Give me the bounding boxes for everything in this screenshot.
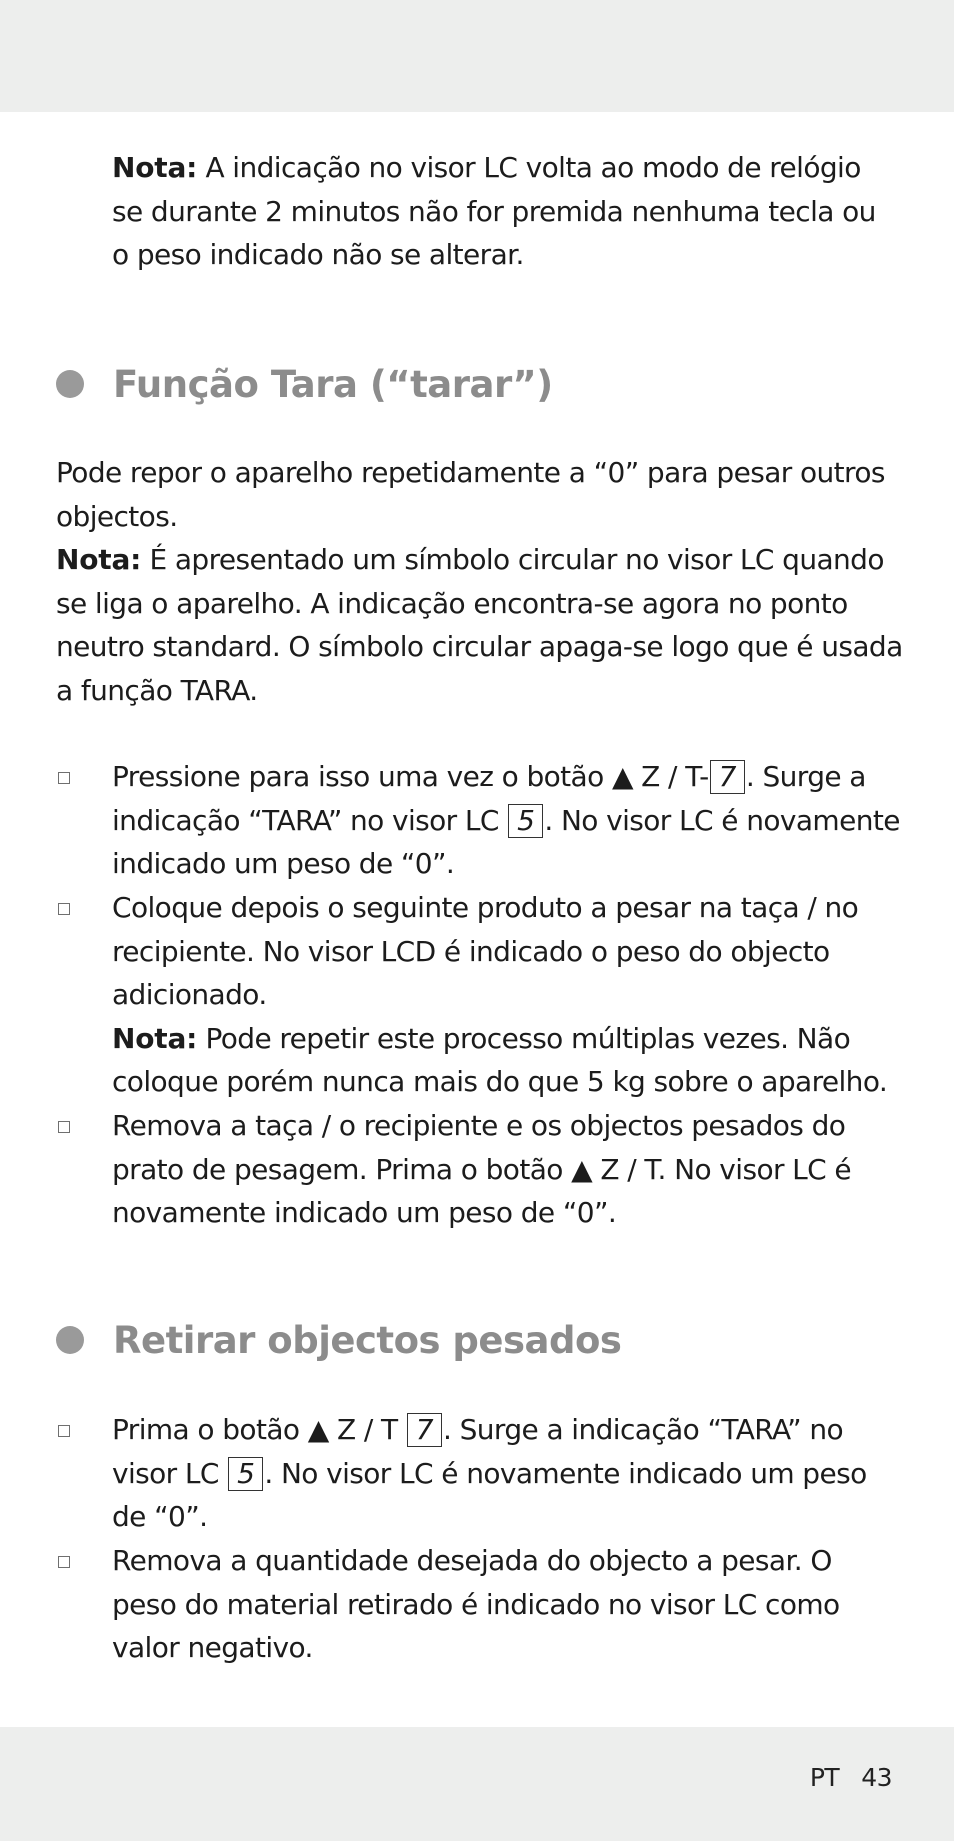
step-text: visor LC [112, 1456, 228, 1490]
note-text: neutro standard. O símbolo circular apaga-se logo que é usada [56, 630, 903, 663]
list-item [112, 755, 900, 886]
checkbox-bullet-icon [58, 1556, 70, 1568]
note-text: se liga o aparelho. A indicação encontra-se agora no ponto [56, 586, 848, 620]
note-text: Pode repetir este processo múltiplas vezes. Não [197, 1021, 851, 1055]
bullet-dot-icon [56, 370, 84, 398]
note-text: a função TARA. [56, 673, 258, 707]
step-text: novamente indicado um peso de “0”. [112, 1196, 617, 1229]
part-ref-badge: 7 [710, 760, 745, 794]
step-text: . No visor LC é novamente indicado um peso [264, 1456, 867, 1490]
part-ref-badge: 7 [407, 1413, 442, 1447]
note-label: Nota: [56, 543, 142, 576]
page-footer [810, 1763, 892, 1792]
step-text: adicionado. [112, 978, 267, 1011]
step-text: Remova a taça / o recipiente e os objectos pesados do [112, 1109, 846, 1142]
step-text: . Surge a indicação “TARA” no [443, 1413, 844, 1446]
tara-intro [56, 451, 903, 712]
paragraph-line: Pode repor o aparelho repetidamente a “0” para pesar outros [56, 456, 885, 489]
step-text: Remova a quantidade desejada do objecto a pesar. O [112, 1544, 832, 1577]
step-text: prato de pesagem. Prima o botão ▲ Z / T. No visor LC é [112, 1152, 852, 1186]
step-text: Coloque depois o seguinte produto a pesar na taça / no [112, 891, 859, 924]
note-label: Nota: [112, 1021, 198, 1055]
footer-language: PT [809, 1763, 840, 1792]
section-heading-tara [56, 358, 553, 410]
list-item [112, 1104, 851, 1235]
page-number: 43 [861, 1763, 892, 1792]
checkbox-bullet-icon [58, 903, 70, 915]
list-item [112, 886, 887, 1104]
step-text: peso do material retirado é indicado no visor LC como [112, 1587, 840, 1621]
step-text: indicação “TARA” no visor LC [112, 803, 508, 837]
note-text: É apresentado um símbolo circular no visor LC quando [141, 543, 884, 576]
bullet-dot-icon [56, 1326, 84, 1354]
note-text: A indicação no visor LC volta ao modo de relógio [197, 151, 861, 184]
header-band [0, 0, 954, 112]
step-text: valor negativo. [112, 1631, 313, 1664]
note-label: Nota: [112, 151, 198, 184]
part-ref-badge: 5 [508, 804, 543, 838]
heading-text: Retirar objectos pesados [113, 1318, 622, 1362]
section-heading-remove [56, 1314, 621, 1366]
part-ref-badge: 5 [228, 1457, 263, 1491]
step-text: . Surge a [745, 760, 866, 793]
note-text: o peso indicado não se alterar. [112, 238, 524, 271]
step-text: recipiente. No visor LCD é indicado o peso do objecto [112, 934, 830, 968]
note-text: se durante 2 minutos não for premida nenhuma tecla ou [112, 194, 876, 228]
heading-text: Função Tara (“tarar”) [113, 362, 553, 406]
step-text: indicado um peso de “0”. [112, 847, 455, 880]
checkbox-bullet-icon [58, 772, 70, 784]
checkbox-bullet-icon [58, 1425, 70, 1437]
paragraph-line: objectos. [56, 499, 178, 533]
step-text: de “0”. [112, 1500, 208, 1533]
note-top [112, 146, 876, 277]
list-item [112, 1408, 867, 1539]
list-item [112, 1539, 840, 1670]
checkbox-bullet-icon [58, 1121, 70, 1133]
step-text: . No visor LC é novamente [544, 803, 900, 837]
step-text: Prima o botão ▲ Z / T [112, 1413, 406, 1446]
step-text: Pressione para isso uma vez o botão ▲ Z / T- [112, 760, 709, 793]
note-text: coloque porém nunca mais do que 5 kg sobre o aparelho. [112, 1065, 888, 1098]
